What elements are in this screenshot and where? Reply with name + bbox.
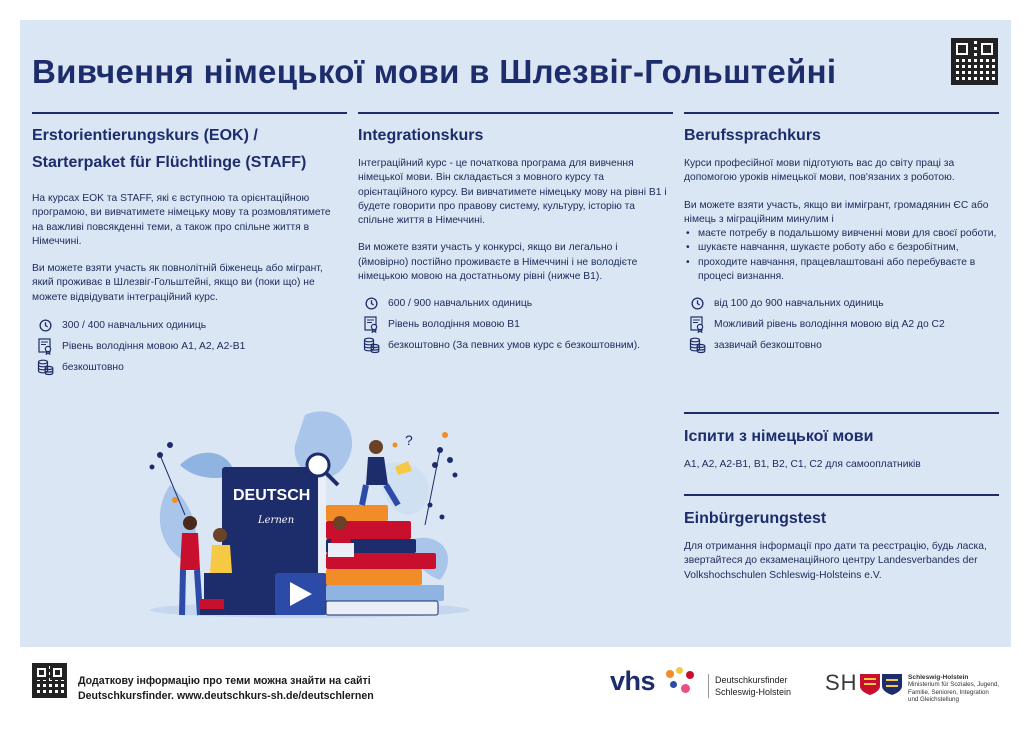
requirements-list xyxy=(684,227,999,284)
section-divider xyxy=(684,112,999,114)
ministry-line: Familie, Senioren, Integration xyxy=(908,688,989,696)
naturalization-section xyxy=(684,505,999,583)
section-paragraph: Курси професійної мови підготують вас до світу праці за допомогою уроків німецької мови, пов'язаних з роботою. xyxy=(684,158,955,184)
feature-row xyxy=(36,336,344,357)
feature-text: Рівень володіння мовою B1 xyxy=(388,319,520,331)
feature-row xyxy=(688,314,999,335)
footer-link[interactable]: Deutschkursfinder. www.deutschkurs-sh.de/deutschlernen xyxy=(78,690,374,702)
certificate-icon xyxy=(362,316,380,334)
ministry-line: Ministerium für Soziales, Jugend, xyxy=(908,681,1000,689)
feature-row xyxy=(688,335,999,356)
coat-of-arms-icon xyxy=(858,670,904,696)
certificate-icon xyxy=(688,316,706,334)
feature-row xyxy=(36,315,344,336)
footer-line: Додаткову інформацію про теми можна знайти на сайті xyxy=(78,675,371,687)
exams-section xyxy=(684,423,999,472)
list-item: • шукаєте навчання, шукаєте роботу або є безробітним, xyxy=(684,241,999,255)
ministry-name xyxy=(908,674,999,704)
section-paragraph: Ви можете взяти участь, якщо ви іммігрант, громадянин ЄС або німець з міграційним минулим і xyxy=(684,199,989,225)
feature-text: Можливий рівень володіння мовою від A2 до C2 xyxy=(714,319,945,331)
coins-icon xyxy=(36,359,54,377)
footer-qr-code-icon[interactable] xyxy=(32,663,67,698)
feature-row xyxy=(362,314,670,335)
clock-icon xyxy=(36,317,54,335)
section-heading: Integrationskurs xyxy=(358,127,484,144)
feature-row xyxy=(362,335,670,356)
feature-row xyxy=(688,293,999,314)
section-paragraph: Для отримання інформації про дати та реєстрацію, будь ласка, звертайтеся до екзаменаційного центру Landesverbandes der Volkshochschulen Schleswig-Holsteins e.V. xyxy=(684,541,987,581)
feature-text: Рівень володіння мовою A1, A2, A2-B1 xyxy=(62,341,246,353)
professional-section xyxy=(684,122,999,356)
feature-row xyxy=(362,293,670,314)
section-heading: Іспити з німецької мови xyxy=(684,428,874,445)
section-divider xyxy=(358,112,673,114)
book-title: DEUTSCH xyxy=(233,487,311,504)
section-heading: Berufssprachkurs xyxy=(684,127,821,144)
list-item: • маєте потребу в подальшому вивченні мови для своєї роботи, xyxy=(684,227,999,241)
integration-section xyxy=(358,122,670,356)
feature-text: безкоштовно xyxy=(62,362,124,374)
footer-info xyxy=(78,674,374,704)
section-paragraph: На курсах EOK та STAFF, які є вступною та орієнтаційною програмою, ви вивчатимете німецьку мову та розмовлятимете на важливі повсякденні теми, а також про спільне життя в Німеччині. xyxy=(32,193,331,247)
feature-text: 600 / 900 навчальних одиниць xyxy=(388,298,533,310)
feature-text: 300 / 400 навчальних одиниць xyxy=(62,320,207,332)
book-subtitle: Lernen xyxy=(258,515,295,526)
list-item: • проходите навчання, працевлаштовані або перебуваєте в процесі визнання. xyxy=(684,256,999,285)
sh-logo: SH xyxy=(825,670,858,695)
clock-icon xyxy=(688,295,706,313)
page-title: Вивчення німецької мови в Шлезвіг-Гольштейні xyxy=(32,53,837,90)
vhs-subtitle-line: Schleswig-Holstein xyxy=(715,687,792,697)
clock-icon xyxy=(362,295,380,313)
vhs-logo: vhs xyxy=(610,666,656,696)
section-paragraph: A1, A2, A2-B1, B1, B2, C1, C2 для самооплатників xyxy=(684,459,921,470)
svg-text:?: ? xyxy=(405,432,413,448)
coins-icon xyxy=(362,337,380,355)
feature-row xyxy=(36,357,344,378)
feature-text: безкоштовно (За певних умов курс є безкоштовним). xyxy=(388,340,641,352)
section-divider xyxy=(684,412,999,414)
feature-text: від 100 до 900 навчальних одиниць xyxy=(714,298,884,310)
learning-illustration xyxy=(140,405,480,630)
vhs-subtitle-line: Deutschkursfinder xyxy=(715,675,788,685)
certificate-icon xyxy=(36,338,54,356)
feature-text: зазвичай безкоштовно xyxy=(714,340,822,352)
eok-section xyxy=(32,122,344,378)
section-divider xyxy=(684,494,999,496)
section-heading: Erstorientierungskurs (EOK) / xyxy=(32,127,258,144)
section-divider xyxy=(32,112,347,114)
coins-icon xyxy=(688,337,706,355)
ministry-line: und Gleichstellung xyxy=(908,696,959,704)
section-paragraph: Ви можете взяти участь у конкурсі, якщо ви легально і (ймовірно) постійно проживаєте в Німеччині і не володієте німецькою мовою на достатньому рівні (нижче B1). xyxy=(358,242,638,283)
section-paragraph: Ви можете взяти участь як повнолітній біженець або мігрант, який проживає в Шлезвіг-Гольштейні, якщо ви (поки що) не можете відвідувати інтеграційний курс. xyxy=(32,263,323,303)
ministry-state: Schleswig-Holstein xyxy=(908,674,969,681)
vhs-subtitle xyxy=(708,674,791,698)
section-heading: Einbürgerungstest xyxy=(684,510,827,527)
section-heading: Starterpaket für Flüchtlinge (STAFF) xyxy=(32,154,307,171)
qr-code-icon[interactable] xyxy=(951,38,998,85)
section-paragraph: Інтеграційний курс - це початкова програма для вивчення німецької мови. Він складається з мовного курсу та орієнтаційного курсу. Ви вивчатимете німецьку мову на рівні B1 і будете говорити про правову систему, культуру, історію та спільне життя в Німеччині. xyxy=(358,158,667,227)
